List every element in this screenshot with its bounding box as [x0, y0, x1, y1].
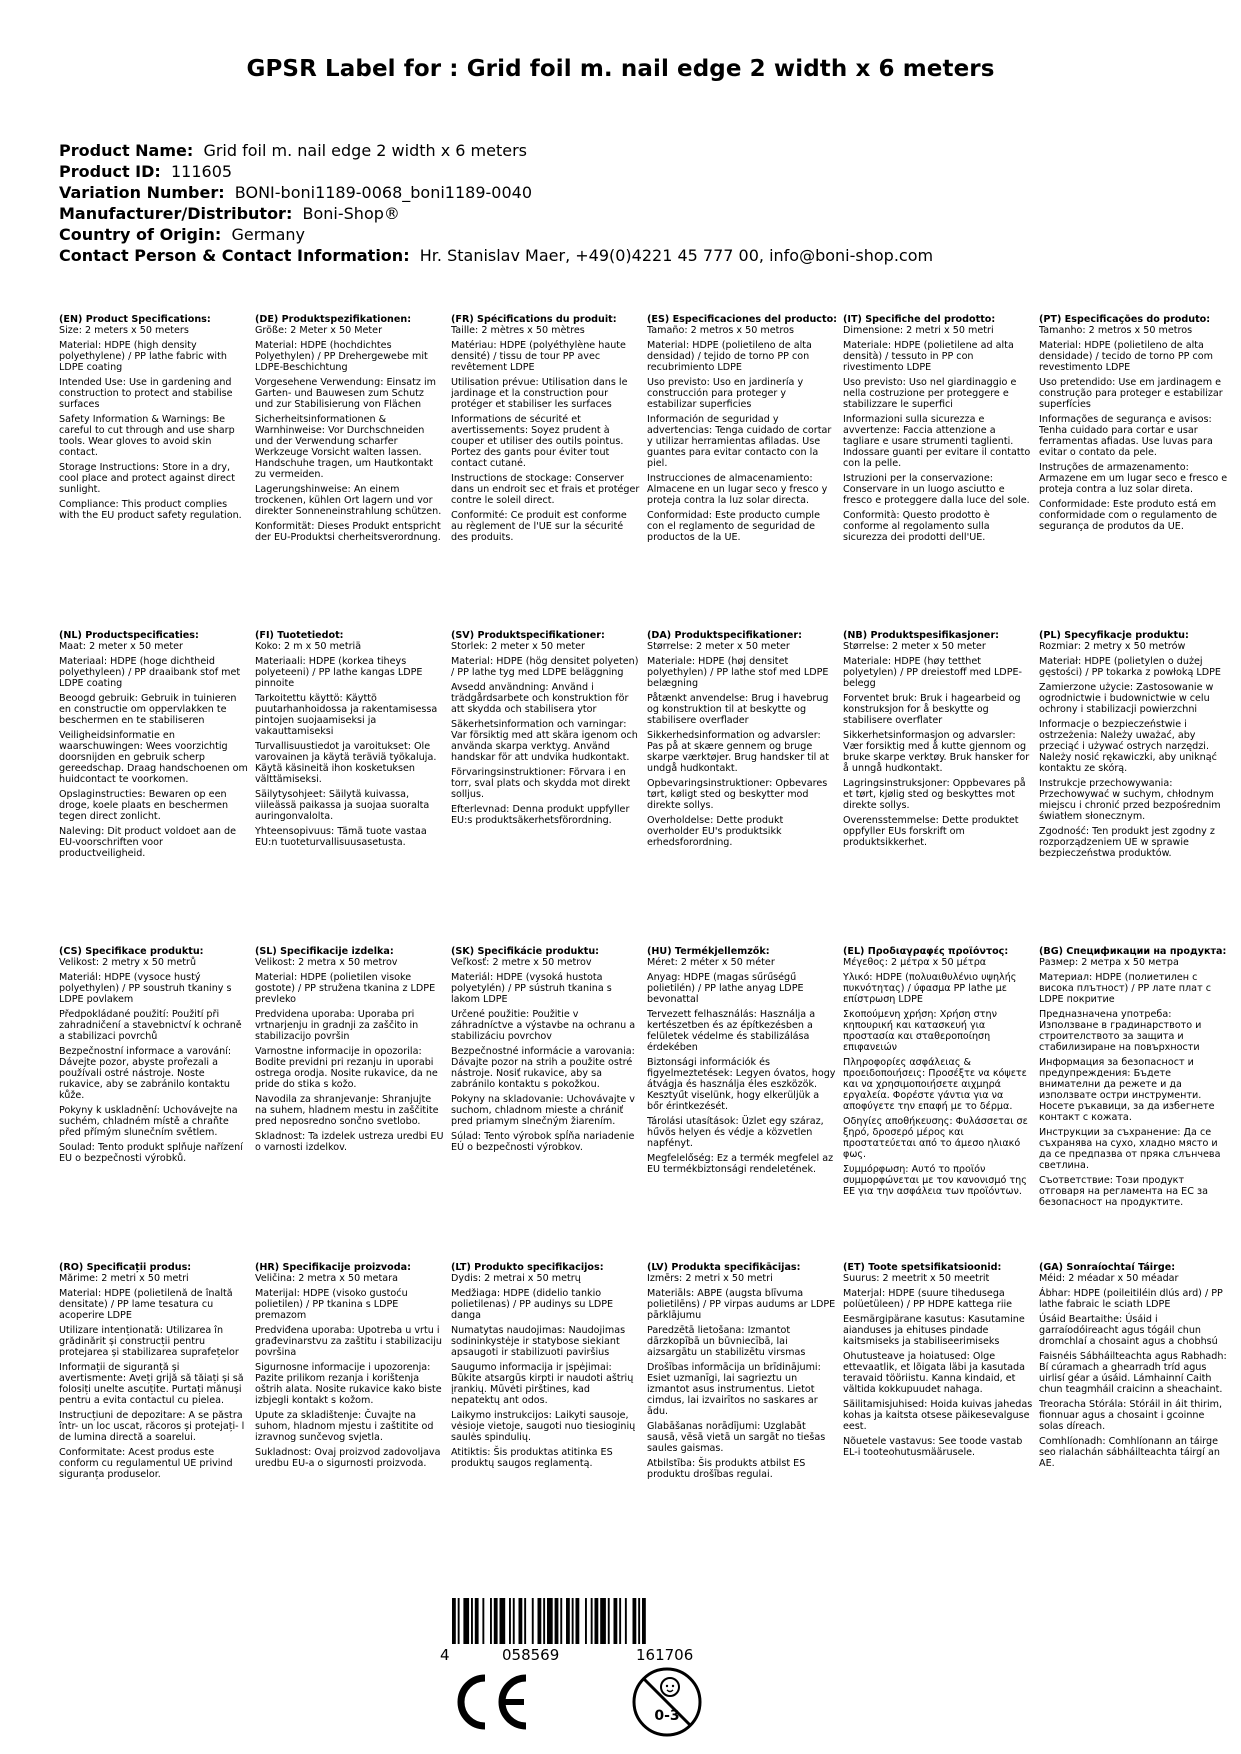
- barcode-bar: [576, 1598, 580, 1644]
- spec-paragraph: Съответствие: Този продукт отговаря на регламента на ЕС за безопасност на продуктите.: [1039, 1175, 1208, 1208]
- barcode-bar: [458, 1598, 460, 1644]
- spec-paragraph: Istruzioni per la conservazione: Conservare in un luogo asciutto e fresco e proteggere dalla luce del sole.: [843, 473, 1030, 506]
- page-title: GPSR Label for : Grid foil m. nail edge 2 width x 6 meters: [246, 56, 995, 82]
- spec-paragraph: Taille: 2 mètres x 50 mètres: [451, 325, 585, 336]
- spec-paragraph: Informations de sécurité et avertissements: Soyez prudent à couper et utiliser des outils pointus. Portez des gants pour éviter tout contact cutané.: [451, 414, 624, 469]
- spec-paragraph: Materiał: HDPE (polietylen o dużej gęstości) / PP tokarka z powłoką LDPE: [1039, 656, 1221, 678]
- spec-paragraph: Rozmiar: 2 metry x 50 metrów: [1039, 641, 1186, 652]
- spec-paragraph: Size: 2 meters x 50 meters: [59, 325, 189, 336]
- barcode-bar: [566, 1598, 570, 1644]
- spec-block: [255, 1262, 451, 1578]
- info-row: [59, 161, 933, 182]
- spec-paragraph: Veiligheidsinformatie en waarschuwingen: Wees voorzichtig doorsnijden en gebruik scherp gereedschap. Draag handschoenen om huidcontact te voorkomen.: [59, 730, 248, 785]
- barcode-bar: [500, 1598, 506, 1644]
- not-for-children-0-3-icon: [630, 1665, 704, 1739]
- spec-paragraph: Συμμόρφωση: Αυτό το προϊόν συμμορφώνεται με τον κανονισμό της ΕΕ για την ασφάλεια των προϊόντων.: [843, 1164, 1027, 1197]
- barcode-bar: [614, 1598, 618, 1644]
- barcode-bar: [600, 1598, 606, 1644]
- spec-paragraph: Avsedd användning: Använd i trädgårdsarbete och konstruktion för att skydda och stabilisera ytor: [451, 682, 629, 715]
- spec-paragraph: Pokyny k uskladnění: Uchovávejte na suchém, chladném místě a chraňte před přímým slunečním světlem.: [59, 1105, 238, 1138]
- spec-paragraph: Varnostne informacije in opozorila: Bodite previdni pri rezanju in uporabi ostrega orodja. Nosite rukavice, da ne pride do stika s kožo.: [255, 1046, 438, 1090]
- spec-paragraph: Mărime: 2 metri x 50 metri: [59, 1273, 189, 1284]
- spec-paragraph: Anyag: HDPE (magas sűrűségű polietilén) / PP lathe anyag LDPE bevonattal: [647, 972, 804, 1005]
- barcode-bar: [638, 1598, 640, 1644]
- spec-paragraph: Materiāls: ABPE (augsta blīvuma polietilēns) / PP virpas audums ar LDPE pārklājumu: [647, 1288, 836, 1321]
- spec-paragraph: Compliance: This product complies with the EU product safety regulation.: [59, 499, 242, 521]
- spec-block: [1039, 630, 1235, 946]
- spec-paragraph: Opslaginstructies: Bewaren op een droge, koele plaats en beschermen tegen direct zonlicht.: [59, 789, 229, 822]
- barcode-bar: [532, 1598, 534, 1644]
- spec-paragraph: Vorgesehene Verwendung: Einsatz im Garten- und Bauwesen zum Schutz und zur Stabilisierung von Flächen: [255, 377, 437, 410]
- spec-paragraph: Skladnost: Ta izdelek ustreza uredbi EU o varnosti izdelkov.: [255, 1131, 444, 1153]
- spec-paragraph: Overholdelse: Dette produkt overholder EU's produktsikk erhedsforordning.: [647, 815, 784, 848]
- spec-paragraph: Uso previsto: Uso nel giardinaggio e nella costruzione per proteggere e stabilizzare le superfici: [843, 377, 1017, 410]
- spec-paragraph: Säilytysohjeet: Säilytä kuivassa, viileässä paikassa ja suojaa suoralta auringonvalolta.: [255, 789, 430, 822]
- spec-paragraph: Saugumo informacija ir įspėjimai: Būkite atsargūs kirpti ir naudoti aštrių įrankių. Mūvėti pirštines, kad nepatektų ant odos.: [451, 1362, 634, 1406]
- barcode-bar: [463, 1598, 469, 1644]
- spec-heading: (SL) Specifikacije izdelka:: [255, 946, 394, 957]
- spec-heading: (PL) Specyfikacje produktu:: [1039, 630, 1189, 641]
- spec-paragraph: Instrukcje przechowywania: Przechowywać w suchym, chłodnym miejscu i chronić przed bezpośrednim światłem słonecznym.: [1039, 778, 1221, 822]
- spec-paragraph: Säilitamisjuhised: Hoida kuivas jahedas kohas ja kaitsta otsese päikesevalguse eest.: [843, 1399, 1033, 1432]
- info-value: 111605: [170, 162, 233, 181]
- spec-block: [647, 1262, 843, 1578]
- barcode-bar: [595, 1598, 599, 1644]
- spec-paragraph: Informazioni sulla sicurezza e avvertenze: Faccia attenzione a tagliare e usare strumenti taglienti. Indossare guanti per evitare il contatto con la pelle.: [843, 414, 1031, 469]
- spec-block: [255, 314, 451, 630]
- spec-paragraph: Materjal: HDPE (suure tihedusega polüetüleen) / PP HDPE kattega riie: [843, 1288, 1013, 1310]
- spec-paragraph: Lagringsinstruksjoner: Oppbevares på et tørt, kjølig sted og beskyttes mot direkte sollys.: [843, 778, 1026, 811]
- spec-paragraph: Predviđena uporaba: Upotreba u vrtu i građevinarstvu za zaštitu i stabilizaciju površina: [255, 1325, 442, 1358]
- info-row: [59, 182, 933, 203]
- spec-heading: (BG) Спецификации на продукта:: [1039, 946, 1227, 957]
- spec-paragraph: Opbevaringsinstruktioner: Opbevares tørt, køligt sted og beskytter mod direkte sollys.: [647, 778, 828, 811]
- spec-paragraph: Tárolási utasítások: Üzlet egy száraz, hűvös helyen és védje a közvetlen napfényt.: [647, 1116, 824, 1149]
- info-value: Grid foil m. nail edge 2 width x 6 meters: [203, 141, 527, 160]
- spec-paragraph: Matériau: HDPE (polyéthylène haute densité) / tissu de tour PP avec revêtement LDPE: [451, 340, 626, 373]
- barcode-bar: [524, 1598, 526, 1644]
- spec-heading: (FR) Spécifications du produit:: [451, 314, 617, 325]
- barcode-bar: [619, 1598, 621, 1644]
- barcode-bar: [555, 1598, 559, 1644]
- spec-paragraph: Veličina: 2 metra x 50 metara: [255, 1273, 398, 1284]
- spec-heading: (GA) Sonraíochtaí Táirge:: [1039, 1262, 1176, 1273]
- spec-paragraph: Påtænkt anvendelse: Brug i havebrug og konstruktion til at beskytte og stabilisere overflader: [647, 693, 829, 726]
- spec-paragraph: Conformidad: Este producto cumple con el reglamento de seguridad de productos de la UE.: [647, 510, 820, 543]
- spec-paragraph: Pokyny na skladovanie: Uchovávajte v suchom, chladnom mieste a chrániť pred priamym slnečným žiarením.: [451, 1094, 635, 1127]
- spec-paragraph: Materijal: HDPE (visoko gustoću polietilen) / PP tkanina s LDPE premazom: [255, 1288, 408, 1321]
- spec-heading: (PT) Especificações do produto:: [1039, 314, 1211, 325]
- barcode-bar: [452, 1598, 456, 1644]
- spec-paragraph: Materiál: HDPE (vysoká hustota polyetylén) / PP sústruh tkanina s lakom LDPE: [451, 972, 612, 1005]
- spec-paragraph: Größe: 2 Meter x 50 Meter: [255, 325, 383, 336]
- info-key: Variation Number:: [59, 183, 225, 202]
- spec-paragraph: Предназначена употреба: Използване в градинарството и строителството за защита и стабилизиране на повърхности: [1039, 1009, 1202, 1053]
- spec-paragraph: Instrucciones de almacenamiento: Almacene en un lugar seco y fresco y proteja contra la luz solar directa.: [647, 473, 828, 506]
- spec-heading: (NL) Productspecificaties:: [59, 630, 199, 641]
- spec-paragraph: Sukladnost: Ovaj proizvod zadovoljava uredbu EU-a o sigurnosti proizvoda.: [255, 1447, 441, 1469]
- product-info: [59, 140, 933, 266]
- barcode-bar: [642, 1598, 646, 1644]
- spec-paragraph: Méid: 2 méadar x 50 méadar: [1039, 1273, 1179, 1284]
- age-label: 0-3: [654, 1708, 680, 1724]
- spec-paragraph: Størrelse: 2 meter x 50 meter: [647, 641, 790, 652]
- spec-paragraph: Naleving: Dit product voldoet aan de EU-voorschriften voor productveiligheid.: [59, 826, 236, 859]
- spec-paragraph: Určené použitie: Použitie v záhradníctve a výstavbe na ochranu a stabilizáciu povrchov: [451, 1009, 636, 1042]
- spec-paragraph: Σκοπούμενη χρήση: Χρήση στην κηπουρική και κατασκευή για προστασία και σταθεροποίηση επιφανειών: [843, 1009, 997, 1053]
- spec-paragraph: Tamanho: 2 metros x 50 metros: [1039, 325, 1193, 336]
- spec-paragraph: Información de seguridad y advertencias: Tenga cuidado de cortar y utilizar herramientas afiladas. Use guantes para evitar contacto con la piel.: [647, 414, 832, 469]
- spec-paragraph: Soulad: Tento produkt splňuje nařízení EU o bezpečnosti výrobků.: [59, 1142, 243, 1164]
- spec-heading: (IT) Specifiche del prodotto:: [843, 314, 996, 325]
- spec-block: [843, 946, 1039, 1262]
- spec-paragraph: Treoracha Stórála: Stóráil in áit thirim, fionnuar agus a chosaint i gcoinne solas díreach.: [1039, 1399, 1223, 1432]
- spec-paragraph: Yhteensopivuus: Tämä tuote vastaa EU:n tuoteturvallisuusasetusta.: [255, 826, 427, 848]
- spec-paragraph: Instrucțiuni de depozitare: A se păstra într- un loc uscat, răcoros și protejați- l de lumina directă a soarelui.: [59, 1410, 245, 1443]
- spec-paragraph: Οδηγίες αποθήκευσης: Φυλάσσεται σε ξηρό, δροσερό μέρος και προστατεύεται από το άμεσο ηλιακό φως.: [843, 1116, 1028, 1160]
- spec-paragraph: Materiale: HDPE (høj densitet polyethylen) / PP lathe stof med LDPE belægning: [647, 656, 829, 689]
- barcode-digits-right: 161706: [636, 1646, 694, 1664]
- info-key: Manufacturer/Distributor:: [59, 204, 293, 223]
- spec-block: [451, 1262, 647, 1578]
- spec-paragraph: Informacje o bezpieczeństwie i ostrzeżenia: Należy uważać, aby przeciąć i używać ostrych narzędzi. Należy nosić rękawiczki, aby uniknąć kontaktu ze skórą.: [1039, 719, 1217, 774]
- info-key: Contact Person & Contact Information:: [59, 246, 410, 265]
- spec-block: [451, 946, 647, 1262]
- barcode-digits-mid: 058569: [502, 1646, 560, 1664]
- spec-paragraph: Materiale: HDPE (polietilene ad alta densità) / tessuto in PP con rivestimento LDPE: [843, 340, 1014, 373]
- spec-paragraph: Faisnéis Sábháilteachta agus Rabhadh: Bí cúramach a ghearradh tríd agus uirlisí géar a úsáid. Lámhainní Caith chun teagmháil craicinn a sheachaint.: [1039, 1351, 1227, 1395]
- spec-paragraph: Ábhar: HDPE (poileitiléin dlús ard) / PP lathe fabraic le sciath LDPE: [1039, 1288, 1223, 1310]
- barcode-digits-left: 4: [440, 1646, 450, 1664]
- spec-paragraph: Utilizare intenționată: Utilizarea în grădinărit și construcții pentru protejarea și stabilizarea suprafețelor: [59, 1325, 239, 1358]
- spec-paragraph: Υλικό: HDPE (πολυαιθυλένιο υψηλής πυκνότητας) / ύφασμα PP lathe με επίστρωση LDPE: [843, 972, 1017, 1005]
- barcode-bar: [572, 1598, 574, 1644]
- spec-heading: (ES) Especificaciones del producto:: [647, 314, 838, 325]
- spec-paragraph: Súlad: Tento výrobok spĺňa nariadenie EÚ o bezpečnosti výrobkov.: [451, 1131, 635, 1153]
- spec-paragraph: Efterlevnad: Denna produkt uppfyller EU:s produktsäkerhetsförordning.: [451, 804, 630, 826]
- spec-paragraph: Paredzētā lietošana: Izmantot dārzkopībā un būvniecībā, lai aizsargātu un stabilizētu virsmas: [647, 1325, 806, 1358]
- spec-block: [1039, 1262, 1235, 1578]
- barcode-bar: [547, 1598, 553, 1644]
- spec-paragraph: Forventet bruk: Bruk i hagearbeid og konstruksjon for å beskytte og stabilisere overflater: [843, 693, 1021, 726]
- spec-paragraph: Sicherheitsinformationen & Warnhinweise: Vor Durchschneiden und der Verwendung scharfer Werkzeuge Vorsicht walten lassen. Handschuhe tragen, um Hautkontakt zu vermeiden.: [255, 414, 434, 480]
- info-row: [59, 224, 933, 245]
- barcode-bar: [494, 1598, 498, 1644]
- spec-heading: (ET) Toote spetsifikatsioonid:: [843, 1262, 1002, 1273]
- spec-paragraph: Sikkerhedsinformation og advarsler: Pas på at skære gennem og bruge skarpe værktøjer. Brug handsker til at undgå hudkontakt.: [647, 730, 829, 774]
- spec-paragraph: Μέγεθος: 2 μέτρα x 50 μέτρα: [843, 957, 987, 968]
- spec-paragraph: Atbilstība: Šis produkts atbilst ES produktu drošības regulai.: [647, 1458, 806, 1480]
- spec-paragraph: Intended Use: Use in gardening and construction to protect and stabilise surfaces: [59, 377, 233, 410]
- spec-paragraph: Drošības informācija un brīdinājumi: Esiet uzmanīgi, lai sagrieztu un izmantot asus instrumentus. Lietot cimdus, lai izvairītos no saskares ar ādu.: [647, 1362, 821, 1417]
- spec-paragraph: Материал: HDPE (полиетилен с висока плътност) / PP лате плат с LDPE покритие: [1039, 972, 1211, 1005]
- info-value: Hr. Stanislav Maer, +49(0)4221 45 777 00, info@boni-shop.com: [419, 246, 934, 265]
- spec-paragraph: Izmērs: 2 metri x 50 metri: [647, 1273, 773, 1284]
- spec-paragraph: Materiál: HDPE (vysoce hustý polyethylen) / PP soustruh tkaniny s LDPE povlakem: [59, 972, 232, 1005]
- language-spec-grid: [59, 314, 1239, 1584]
- barcode-bar: [475, 1598, 479, 1644]
- spec-paragraph: Nõuetele vastavus: See toode vastab EL-i tooteohutusmäärusele.: [843, 1436, 1023, 1458]
- spec-paragraph: Tervezett felhasználás: Használja a kertészetben és az építkezésben a felületek védelme és stabilizálása érdekében: [647, 1009, 816, 1053]
- barcode-bar: [482, 1598, 484, 1644]
- spec-paragraph: Maat: 2 meter x 50 meter: [59, 641, 183, 652]
- spec-paragraph: Tamaño: 2 metros x 50 metros: [647, 325, 795, 336]
- spec-paragraph: Megfelelőség: Ez a termék megfelel az EU termékbiztonsági rendeletének.: [647, 1153, 834, 1175]
- spec-paragraph: Eesmärgipärane kasutus: Kasutamine aianduses ja ehituses pindade kaitsmiseks ja stabiliseerimiseks: [843, 1314, 1025, 1347]
- spec-paragraph: Koko: 2 m x 50 metriä: [255, 641, 362, 652]
- spec-block: [59, 1262, 255, 1578]
- spec-paragraph: Инструкции за съхранение: Да се съхранява на сухо, хладно място и да се предпазва от пряка слънчева светлина.: [1039, 1127, 1221, 1171]
- spec-paragraph: Materiaal: HDPE (hoge dichtheid polyethyleen) / PP draaibank stof met LDPE coating: [59, 656, 241, 689]
- spec-paragraph: Utilisation prévue: Utilisation dans le jardinage et la construction pour protéger et stabiliser les surfaces: [451, 377, 628, 410]
- info-key: Product ID:: [59, 162, 161, 181]
- spec-paragraph: Material: HDPE (polietileno de alta densidad) / tejido de torno PP con recubrimiento LDPE: [647, 340, 812, 373]
- spec-paragraph: Biztonsági információk és figyelmeztetések: Legyen óvatos, hogy átvágja és használja éles eszközök. Kesztyűt viselünk, hogy elkerüljük a bőr érintkezését.: [647, 1057, 836, 1112]
- spec-paragraph: Předpokládané použití: Použití při zahradničení a stavebnictví k ochraně a stabilizaci povrchů: [59, 1009, 242, 1042]
- info-row: [59, 245, 933, 266]
- spec-heading: (LV) Produkta specifikācijas:: [647, 1262, 801, 1273]
- spec-paragraph: Overensstemmelse: Dette produktet oppfyller EUs forskrift om produktsikkerhet.: [843, 815, 1019, 848]
- spec-paragraph: Velikost: 2 metry x 50 metrů: [59, 957, 197, 968]
- spec-paragraph: Zgodność: Ten produkt jest zgodny z rozporządzeniem UE w sprawie bezpieczeństwa produktów.: [1039, 826, 1215, 859]
- spec-paragraph: Material: HDPE (polietileno de alta densidade) / tecido de torno PP com revestimento LDPE: [1039, 340, 1213, 373]
- spec-heading: (DE) Produktspezifikationen:: [255, 314, 412, 325]
- info-row: [59, 203, 933, 224]
- barcode-bar: [591, 1598, 593, 1644]
- spec-paragraph: Förvaringsinstruktioner: Förvara i en torr, sval plats och skydda mot direkt solljus.: [451, 767, 631, 800]
- spec-heading: (SV) Produktspecifikationer:: [451, 630, 605, 641]
- spec-block: [451, 630, 647, 946]
- barcode-bar: [519, 1598, 523, 1644]
- info-row: [59, 140, 933, 161]
- spec-block: [1039, 946, 1235, 1262]
- spec-heading: (DA) Produktspecifikationer:: [647, 630, 802, 641]
- spec-block: [59, 314, 255, 630]
- spec-heading: (FI) Tuotetiedot:: [255, 630, 344, 641]
- barcode: [440, 1598, 740, 1646]
- spec-paragraph: Säkerhetsinformation och varningar: Var försiktig med att skära igenom och använda skarpa verktyg. Använd handskar för att undvika hudkontakt.: [451, 719, 638, 763]
- spec-heading: (RO) Specificații produs:: [59, 1262, 192, 1273]
- spec-heading: (CS) Specifikace produktu:: [59, 946, 204, 957]
- spec-paragraph: Sigurnosne informacije i upozorenja: Pazite prilikom rezanja i korištenja oštrih alata. Nosite rukavice kako biste izbjegli kontakt s kožom.: [255, 1362, 442, 1406]
- spec-paragraph: Materiale: HDPE (høy tetthet polyetylen) / PP dreiestoff med LDPE-belegg: [843, 656, 1022, 689]
- spec-block: [255, 630, 451, 946]
- spec-block: [59, 630, 255, 946]
- spec-heading: (EL) Προδιαγραφές προϊόντος:: [843, 946, 1009, 957]
- barcode-bar: [625, 1598, 627, 1644]
- spec-paragraph: Sikkerhetsinformasjon og advarsler: Vær forsiktig med å kutte gjennom og bruke skarpe verktøy. Bruk hansker for å unngå hudkontakt.: [843, 730, 1030, 774]
- spec-heading: (LT) Produkto specifikacijos:: [451, 1262, 604, 1273]
- spec-paragraph: Bezpečnostné informácie a varovania: Dávajte pozor na strih a použite ostré nástroje. Nosiť rukavice, aby sa zabránilo kontaktu s pokožkou.: [451, 1046, 635, 1090]
- ce-mark-icon: [452, 1672, 534, 1732]
- spec-paragraph: Lagerungshinweise: An einem trockenen, kühlen Ort lagern und vor direkter Sonneneinstrahlung schützen.: [255, 484, 442, 517]
- spec-paragraph: Material: HDPE (polietilenă de înaltă densitate) / PP lame tesatura cu acoperire LDPE: [59, 1288, 233, 1321]
- spec-paragraph: Materiaali: HDPE (korkea tiheys polyeteeni) / PP lathe kangas LDPE pinnoite: [255, 656, 423, 689]
- spec-paragraph: Informações de segurança e avisos: Tenha cuidado para cortar e usar ferramentas afiadas. Use luvas para evitar o contato da pele.: [1039, 414, 1213, 458]
- spec-paragraph: Numatytas naudojimas: Naudojimas sodininkystėje ir statybose siekiant apsaugoti ir stabilizuoti paviršius: [451, 1325, 626, 1358]
- spec-paragraph: Πληροφορίες ασφάλειας & προειδοποιήσεις: Προσέξτε να κόψετε και να χρησιμοποιήσετε αιχμηρά εργαλεία. Φορέστε γάντια για να αποφύγετε την επαφή με το δέρμα.: [843, 1057, 1027, 1112]
- spec-paragraph: Material: HDPE (high density polyethylene) / PP lathe fabric with LDPE coating: [59, 340, 227, 373]
- spec-paragraph: Dydis: 2 metrai x 50 metrų: [451, 1273, 581, 1284]
- barcode-bars-icon: [440, 1598, 740, 1646]
- spec-paragraph: Material: HDPE (polietilen visoke gostote) / PP stružena tkanina z LDPE prevleko: [255, 972, 436, 1005]
- spec-block: [451, 314, 647, 630]
- spec-block: [843, 630, 1039, 946]
- info-value: BONI-boni1189-0068_boni1189-0040: [234, 183, 533, 202]
- spec-block: [647, 946, 843, 1262]
- spec-block: [59, 946, 255, 1262]
- spec-block: [843, 314, 1039, 630]
- spec-block: [843, 1262, 1039, 1578]
- spec-heading: (NB) Produktspesifikasjoner:: [843, 630, 1000, 641]
- spec-paragraph: Méret: 2 méter x 50 méter: [647, 957, 775, 968]
- spec-paragraph: Material: HDPE (hög densitet polyeten) / PP lathe tyg med LDPE beläggning: [451, 656, 639, 678]
- spec-heading: (EN) Product Specifications:: [59, 314, 211, 325]
- spec-paragraph: Material: HDPE (hochdichtes Polyethylen) / PP Drehergewebe mit LDPE-Beschichtung: [255, 340, 428, 373]
- spec-paragraph: Bezpečnostní informace a varování: Dávejte pozor, abyste prořezali a používali ostré nástroje. Noste rukavice, aby se zabránilo kontaktu kůže.: [59, 1046, 232, 1101]
- barcode-bar: [608, 1598, 610, 1644]
- info-value: Germany: [231, 225, 305, 244]
- spec-paragraph: Beoogd gebruik: Gebruik in tuinieren en constructie om oppervlakken te beschermen en te stabiliseren: [59, 693, 237, 726]
- spec-paragraph: Информация за безопасност и предупреждения: Бъдете внимателни да режете и да използвате остри инструменти. Носете ръкавици, за да избегнете контакт с кожата.: [1039, 1057, 1215, 1123]
- spec-paragraph: Uso previsto: Uso en jardinería y construcción para proteger y estabilizar superficies: [647, 377, 804, 410]
- spec-heading: (HU) Termékjellemzők:: [647, 946, 770, 957]
- barcode-bar: [513, 1598, 515, 1644]
- spec-paragraph: Ohutusteave ja hoiatused: Olge ettevaatlik, et lõigata läbi ja kasutada teravaid tööriistu. Kanna kindaid, et vältida kokkupuudet nahaga.: [843, 1351, 1025, 1395]
- info-key: Product Name:: [59, 141, 194, 160]
- barcode-bar: [538, 1598, 542, 1644]
- spec-paragraph: Conformidade: Este produto está em conformidade com o regulamento de segurança de produtos da UE.: [1039, 499, 1218, 532]
- barcode-bar: [543, 1598, 545, 1644]
- spec-paragraph: Dimensione: 2 metri x 50 metri: [843, 325, 994, 336]
- spec-paragraph: Conformitate: Acest produs este conform cu regulamentul UE privind siguranța produselor.: [59, 1447, 233, 1480]
- spec-paragraph: Glabāšanas norādījumi: Uzglabāt sausā, vēsā vietā un sargāt no tiešas saules gaismas.: [647, 1421, 826, 1454]
- spec-paragraph: Informații de siguranță și avertismente: Aveți grijă să tăiați și să folosiți unelte ascuțite. Purtați mănuși pentru a evita contactul cu pielea.: [59, 1362, 244, 1406]
- spec-paragraph: Laikymo instrukcijos: Laikyti sausoje, vėsioje vietoje, saugoti nuo tiesioginių saulės spindulių.: [451, 1410, 636, 1443]
- spec-paragraph: Storlek: 2 meter x 50 meter: [451, 641, 585, 652]
- barcode-bar: [471, 1598, 473, 1644]
- spec-paragraph: Velikost: 2 metra x 50 metrov: [255, 957, 398, 968]
- spec-block: [1039, 314, 1235, 630]
- spec-paragraph: Comhlíonadh: Comhlíonann an táirge seo rialachán sábháilteachta táirgí an AE.: [1039, 1436, 1220, 1469]
- spec-paragraph: Размер: 2 метра x 50 метра: [1039, 957, 1179, 968]
- spec-paragraph: Úsáid Beartaithe: Úsáid i garraíodóireacht agus tógáil chun dromchlaí a chosaint agus a chobhsú: [1039, 1314, 1218, 1347]
- spec-paragraph: Conformità: Questo prodotto è conforme al regolamento sulla sicurezza dei prodotti dell'UE.: [843, 510, 990, 543]
- spec-paragraph: Zamierzone użycie: Zastosowanie w ogrodnictwie i budownictwie w celu ochrony i stabilizacji powierzchni: [1039, 682, 1214, 715]
- spec-paragraph: Instruções de armazenamento: Armazene em um lugar seco e fresco e proteja contra a luz solar direta.: [1039, 462, 1228, 495]
- spec-paragraph: Predvidena uporaba: Uporaba pri vrtnarjenju in gradnji za zaščito in stabilizacijo površin: [255, 1009, 419, 1042]
- spec-paragraph: Størrelse: 2 meter x 50 meter: [843, 641, 986, 652]
- spec-paragraph: Suurus: 2 meetrit x 50 meetrit: [843, 1273, 990, 1284]
- spec-block: [255, 946, 451, 1262]
- spec-paragraph: Conformité: Ce produit est conforme au règlement de l'UE sur la sécurité des produits.: [451, 510, 627, 543]
- spec-heading: (SK) Špecifikácie produktu:: [451, 946, 600, 957]
- spec-paragraph: Storage Instructions: Store in a dry, cool place and protect against direct sunlight.: [59, 462, 235, 495]
- barcode-bar: [633, 1598, 637, 1644]
- spec-block: [647, 630, 843, 946]
- barcode-bar: [560, 1598, 562, 1644]
- spec-paragraph: Upute za skladištenje: Čuvajte na suhom, hladnom mjestu i zaštitite od izravnog sunčevog svjetla.: [255, 1410, 434, 1443]
- barcode-bar: [585, 1598, 587, 1644]
- spec-paragraph: Atitiktis: Šis produktas atitinka ES produktų saugos reglamentą.: [451, 1447, 613, 1469]
- spec-paragraph: Tarkoitettu käyttö: Käyttö puutarhanhoidossa ja rakentamisessa pintojen suojaamiseksi ja vakauttamiseksi: [255, 693, 438, 737]
- spec-paragraph: Instructions de stockage: Conserver dans un endroit sec et frais et protéger contre le soleil direct.: [451, 473, 640, 506]
- spec-paragraph: Veľkosť: 2 metre x 50 metrov: [451, 957, 592, 968]
- spec-paragraph: Medžiaga: HDPE (didelio tankio polietilenas) / PP audinys su LDPE danga: [451, 1288, 614, 1321]
- spec-paragraph: Safety Information & Warnings: Be careful to cut through and use sharp tools. Wear gloves to avoid skin contact.: [59, 414, 235, 458]
- spec-paragraph: Uso pretendido: Use em jardinagem e construção para proteger e estabilizar superfícies: [1039, 377, 1223, 410]
- spec-paragraph: Konformität: Dieses Produkt entspricht der EU-Produktsi cherheitsverordnung.: [255, 521, 441, 543]
- spec-block: [647, 314, 843, 630]
- spec-heading: (HR) Specifikacije proizvoda:: [255, 1262, 411, 1273]
- barcode-bar: [509, 1598, 511, 1644]
- spec-paragraph: Navodila za shranjevanje: Shranjujte na suhem, hladnem mestu in zaščitite pred neposredno sončno svetlobo.: [255, 1094, 439, 1127]
- info-value: Boni-Shop®: [302, 204, 400, 223]
- barcode-bar: [490, 1598, 492, 1644]
- spec-paragraph: Turvallisuustiedot ja varoitukset: Ole varovainen ja käytä teräviä työkaluja. Käytä käsineitä ihon kosketuksen välttämiseksi.: [255, 741, 437, 785]
- info-key: Country of Origin:: [59, 225, 222, 244]
